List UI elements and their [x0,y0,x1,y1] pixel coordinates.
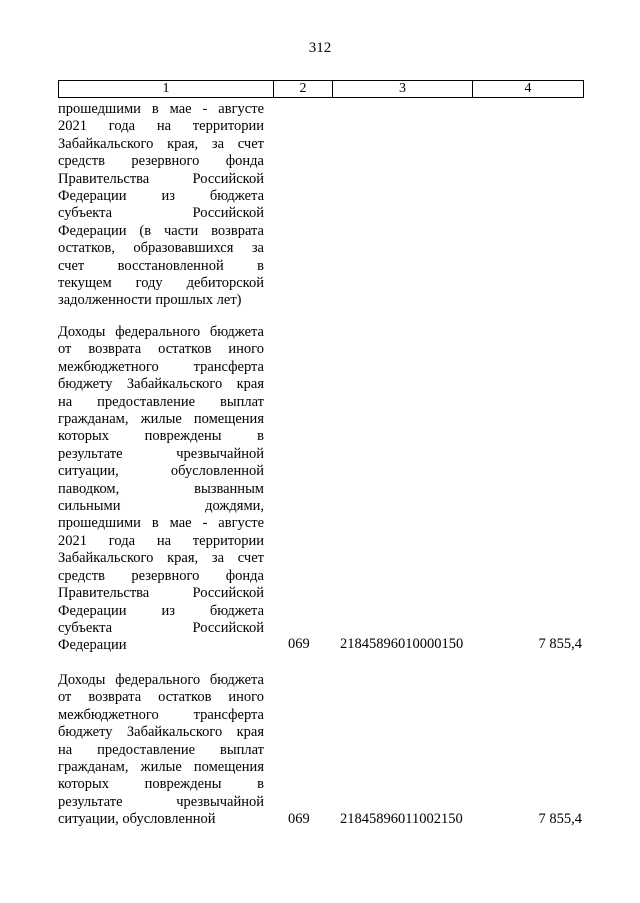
text-line: средств резервного фонда [58,567,264,584]
text-line: субъекта Российской [58,205,264,222]
text-line: текущем году дебиторской [58,275,264,292]
text-line: межбюджетного трансферта [58,358,264,375]
text-line: межбюджетного трансферта [58,706,264,723]
table-header-row [58,80,584,98]
text-line: прошедшими в мае - августе [58,101,264,117]
text-line: бюджету Забайкальского края [58,376,264,393]
text-line: Правительства Российской [58,585,264,602]
row-3-amount: 7 855,4 [538,811,582,827]
row-2-admin-code: 069 [288,636,310,652]
text-line: Правительства Российской [58,170,264,187]
text-line: от возврата остатков иного [58,689,264,706]
text-line: Федерации из бюджета [58,602,264,619]
row-description-continuation [58,101,264,310]
header-col-1: 1 [59,81,274,97]
text-line: сильными дождями, [58,498,264,515]
text-line: Доходы федерального бюджета [58,324,264,340]
text-line: субъекта Российской [58,619,264,636]
text-line: на предоставление выплат [58,393,264,410]
row-3-admin-code: 069 [288,811,310,827]
row-3-budget-code: 21845896011002150 [340,811,463,827]
text-line: Федерации (в части возврата [58,222,264,239]
text-line: которых повреждены в [58,428,264,445]
text-line: Доходы федерального бюджета [58,672,264,688]
text-line: результате чрезвычайной [58,445,264,462]
text-line: Федерации [58,637,127,654]
row-2-budget-code: 21845896010000150 [340,636,464,652]
text-line: от возврата остатков иного [58,341,264,358]
header-col-3: 3 [333,81,473,97]
row-description-2 [58,324,264,655]
page-number: 312 [308,40,332,56]
text-line: которых повреждены в [58,776,264,793]
text-line: средств резервного фонда [58,153,264,170]
text-line: результате чрезвычайной [58,793,264,810]
text-line: паводком, вызванным [58,480,264,497]
text-line: счет восстановленной в [58,257,264,274]
header-col-4: 4 [524,81,532,96]
text-line: 2021 года на территории [58,118,264,135]
text-line: Забайкальского края, за счет [58,550,264,567]
text-line: ситуации, обусловленной [58,463,264,480]
text-line: Забайкальского края, за счет [58,135,264,152]
text-line: бюджету Забайкальского края [58,724,264,741]
row-2-amount: 7 855,4 [538,636,582,652]
text-line: Федерации из бюджета [58,188,264,205]
text-line: задолженности прошлых лет) [58,292,242,309]
text-line: остатков, образовавшихся за [58,240,264,257]
header-col-2: 2 [274,81,333,97]
text-line: прошедшими в мае - августе [58,515,264,532]
row-description-3 [58,672,264,829]
text-line: гражданам, жилые помещения [58,759,264,776]
text-line: ситуации, обусловленной [58,811,216,828]
text-line: 2021 года на территории [58,532,264,549]
text-line: на предоставление выплат [58,741,264,758]
text-line: гражданам, жилые помещения [58,411,264,428]
